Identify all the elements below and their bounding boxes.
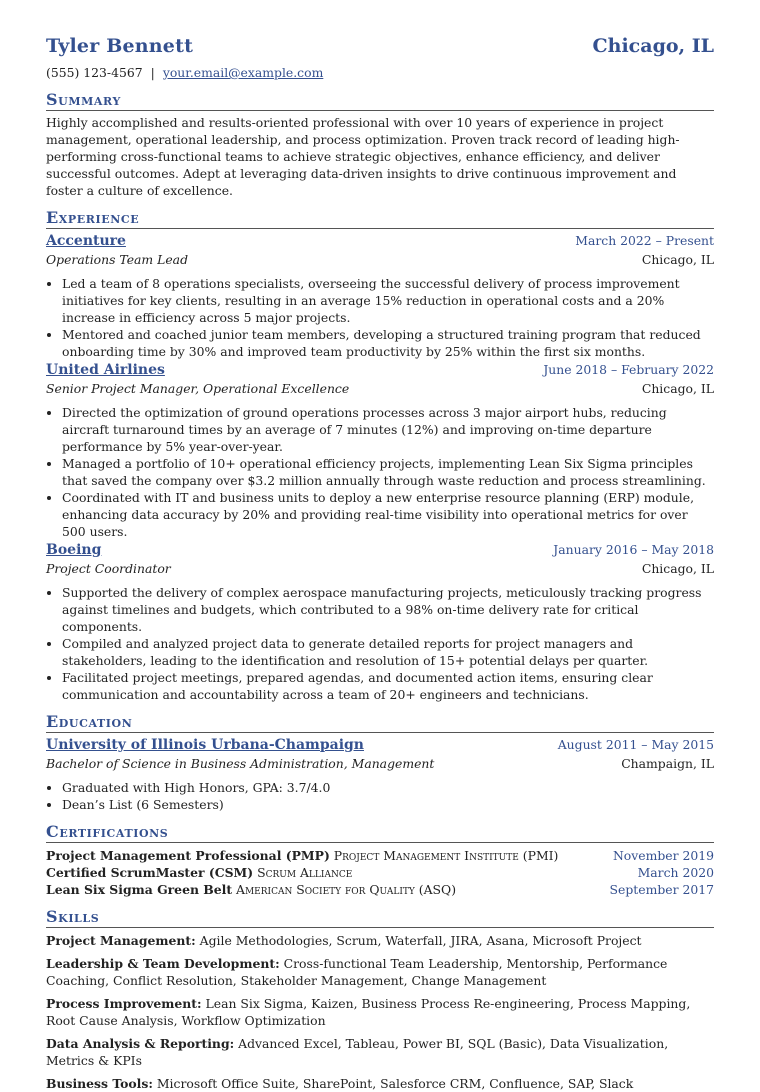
job-role: Senior Project Manager, Operational Excellence [46, 381, 350, 396]
skill-row [46, 1075, 714, 1092]
skill-label: Leadership & Team Development: [46, 956, 280, 971]
summary-heading: Summary [46, 90, 714, 111]
job-location: Chicago, IL [641, 252, 714, 267]
certifications-heading: Certifications [46, 822, 714, 843]
job-role: Project Coordinator [46, 561, 171, 576]
job-dates: June 2018 – February 2022 [543, 362, 714, 377]
skill-value: Microsoft Office Suite, SharePoint, Salesforce CRM, Confluence, SAP, Slack [156, 1076, 634, 1091]
phone-number: (555) 123-4567 [46, 65, 143, 80]
cert-issuer: American Society for Quality (ASQ) [236, 882, 457, 897]
cert-issuer: Project Management Institute (PMI) [333, 848, 559, 863]
cert-name: Lean Six Sigma Green Belt [46, 882, 233, 897]
school-link[interactable]: University of Illinois Urbana-Champaign [46, 737, 364, 753]
cert-issuer: Scrum Alliance [257, 865, 353, 880]
contact-separator: | [150, 65, 155, 80]
bullet-item: • Mentored and coached junior team members, developing a structured training program that reduced onboarding time by 30% and improved team productivity by 25% within the first six months. [62, 326, 714, 360]
header [46, 35, 714, 57]
job-entry [46, 232, 714, 360]
education-location: Champaign, IL [621, 756, 714, 771]
bullet-item: • Managed a portfolio of 10+ operational efficiency projects, implementing Lean Six Sigma principles that saved the company over $3.2 million annually through waste reduction and process streamlining. [62, 455, 714, 489]
skill-label: Business Tools: [46, 1076, 153, 1091]
skill-value: Agile Methodologies, Scrum, Waterfall, JIRA, Asana, Microsoft Project [199, 933, 642, 948]
candidate-name: Tyler Bennett [46, 35, 194, 57]
job-role: Operations Team Lead [46, 252, 189, 267]
job-location: Chicago, IL [641, 381, 714, 396]
skills-heading: Skills [46, 907, 714, 928]
skill-value: Advanced Excel, Tableau, Power BI, SQL (Basic), Data Visualization, Metrics & KPIs [46, 1036, 669, 1068]
job-bullets [46, 404, 714, 540]
bullet-item: • Facilitated project meetings, prepared agendas, and documented action items, ensuring clear communication and accountability across a team of 20+ engineers and technicians. [62, 669, 714, 703]
job-location: Chicago, IL [641, 561, 714, 576]
company-link[interactable]: Boeing [46, 542, 102, 558]
skill-label: Data Analysis & Reporting: [46, 1036, 235, 1051]
cert-name: Certified ScrumMaster (CSM) [46, 865, 254, 880]
skill-value: Lean Six Sigma, Kaizen, Business Process Re-engineering, Process Mapping, Root Cause Analysis, Workflow Optimization [46, 996, 691, 1028]
cert-date: September 2017 [609, 882, 714, 897]
candidate-location: Chicago, IL [592, 35, 714, 57]
degree: Bachelor of Science in Business Administration, Management [46, 756, 435, 771]
skill-row [46, 955, 714, 989]
cert-name: Project Management Professional (PMP) [46, 848, 330, 863]
email-link[interactable]: your.email@example.com [162, 65, 324, 80]
bullet-item: • Dean’s List (6 Semesters) [62, 796, 714, 813]
job-entry [46, 541, 714, 703]
education-dates: August 2011 – May 2015 [557, 737, 714, 752]
job-bullets [46, 584, 714, 703]
job-bullets [46, 275, 714, 360]
contact-line [46, 64, 714, 81]
job-dates: March 2022 – Present [575, 233, 714, 248]
bullet-item: • Coordinated with IT and business units to deploy a new enterprise resource planning (ERP) module, enhancing data accuracy by 20% and providing real-time visibility into operational metrics for over 500 users. [62, 489, 714, 540]
job-dates: January 2016 – May 2018 [553, 542, 714, 557]
education-heading: Education [46, 712, 714, 733]
skill-label: Process Improvement: [46, 996, 202, 1011]
certification-row [46, 847, 714, 864]
bullet-item: • Directed the optimization of ground operations processes across 3 major airport hubs, reducing aircraft turnaround times by an average of 7 minutes (12%) and improving on-time departure performance by 5% year-over-year. [62, 404, 714, 455]
bullet-item: • Led a team of 8 operations specialists, overseeing the successful delivery of process improvement initiatives for key clients, resulting in an average 15% reduction in operational costs and a 20% increase in efficiency across 5 major projects. [62, 275, 714, 326]
certifications-list [46, 847, 714, 898]
company-link[interactable]: Accenture [46, 233, 126, 249]
cert-date: November 2019 [612, 848, 714, 863]
experience-heading: Experience [46, 208, 714, 229]
education-entry [46, 736, 714, 813]
skills-list [46, 932, 714, 1092]
bullet-item: • Compiled and analyzed project data to generate detailed reports for project managers and stakeholders, leading to the identification and resolution of 15+ potential delays per quarter. [62, 635, 714, 669]
certification-row [46, 864, 714, 881]
skill-row [46, 932, 714, 949]
bullet-item: • Supported the delivery of complex aerospace manufacturing projects, meticulously tracking progress against timelines and budgets, which contributed to a 98% on-time delivery rate for critical components. [62, 584, 714, 635]
skill-row [46, 995, 714, 1029]
cert-date: March 2020 [637, 865, 714, 880]
summary-text: Highly accomplished and results-oriented professional with over 10 years of experience in project management, operational leadership, and process optimization. Proven track record of leading high-performing cross-functional teams to achieve strategic objectives, enhance efficiency, and deliver successful outcomes. Adept at leveraging data-driven insights to drive continuous improvement and foster a culture of excellence. [46, 115, 680, 198]
job-entry [46, 361, 714, 540]
skill-label: Project Management: [46, 933, 196, 948]
certification-row [46, 881, 714, 898]
bullet-item: • Graduated with High Honors, GPA: 3.7/4.0 [62, 779, 714, 796]
skill-row [46, 1035, 714, 1069]
education-bullets [46, 779, 714, 813]
skill-value: Cross-functional Team Leadership, Mentorship, Performance Coaching, Conflict Resolution, Stakeholder Management, Change Management [46, 956, 668, 988]
company-link[interactable]: United Airlines [46, 362, 165, 378]
